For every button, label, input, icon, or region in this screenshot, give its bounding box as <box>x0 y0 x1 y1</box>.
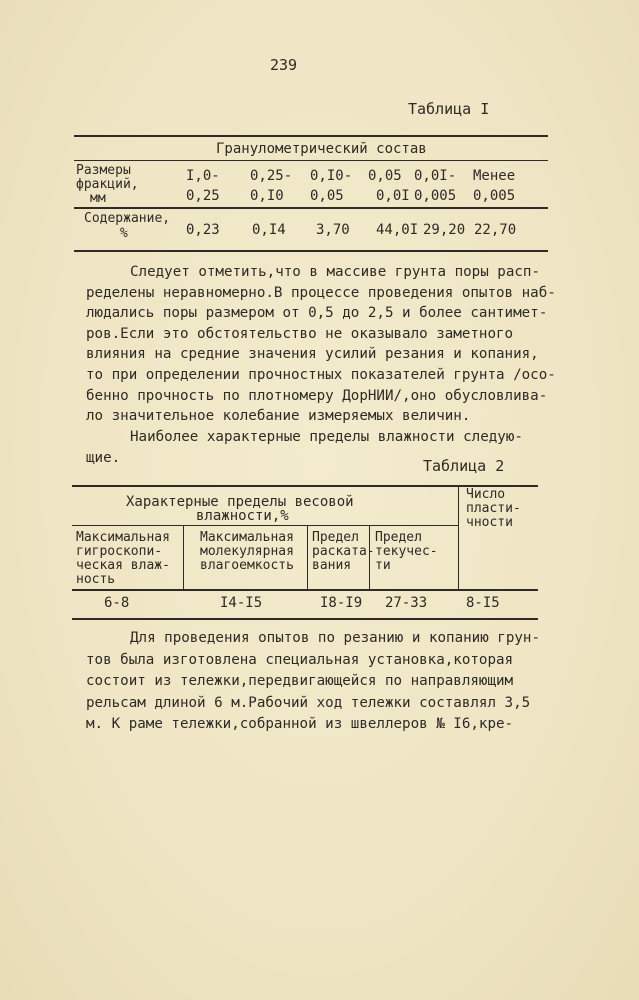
content-5: 29,20 <box>423 222 466 238</box>
content-2: 0,I4 <box>252 222 286 238</box>
paragraph-1-line: влияния на средние значения усилий резания и копания, <box>86 346 539 363</box>
table2-vline-plasticity <box>458 485 459 589</box>
paragraph-3-line: м. К раме тележки,собранной из швеллеров № I6,кре- <box>86 716 514 732</box>
table1-row2-label-a: Содержание, <box>84 211 171 226</box>
table1-row1-label-a: Размеры <box>76 163 131 178</box>
table2-value-1: 6-8 <box>104 595 130 611</box>
table1-top-rule <box>74 135 548 137</box>
table2-col4-a: Предел <box>375 530 422 545</box>
content-4: 44,0I <box>376 222 419 238</box>
table2-vline-1 <box>183 525 184 589</box>
table2-col2-b: молекулярная <box>200 544 294 559</box>
fraction-bottom-3: 0,05 <box>310 188 344 204</box>
paragraph-3-line: рельсам длиной 6 м.Рабочий ход тележки составлял 3,5 <box>86 694 531 711</box>
table1-mid-rule <box>74 207 548 209</box>
fraction-top-6: Менее <box>473 168 516 184</box>
table1-title: Гранулометрический состав <box>216 141 427 157</box>
table2-col1-a: Максимальная <box>76 530 170 545</box>
paragraph-1-line: ло значительное колебание измеряемых величин. <box>86 408 471 425</box>
paragraph-1-line: людались поры размером от 0,5 до 2,5 и более сантимет- <box>86 305 548 322</box>
fraction-bottom-6: 0,005 <box>473 188 516 204</box>
table2-plasticity-c: чности <box>466 515 513 530</box>
fraction-top-4: 0,05 <box>368 168 402 184</box>
paragraph-1-line: ределены неравномерно.В процессе проведения опытов наб- <box>86 284 556 301</box>
table2-group-header-b: влажности,% <box>196 508 289 524</box>
table2-caption: Таблица 2 <box>423 457 505 475</box>
fraction-top-2: 0,25- <box>250 168 293 184</box>
content-3: 3,70 <box>316 222 350 238</box>
table2-col4-c: ти <box>375 558 391 573</box>
table2-header-bottom-rule <box>72 589 538 591</box>
paragraph-1-line: то при определении прочностных показателей грунта /осо- <box>86 366 556 383</box>
table2-col2-a: Максимальная <box>200 530 294 545</box>
table1-bottom-rule <box>74 250 548 252</box>
page-number: 239 <box>270 56 298 74</box>
table2-col1-b: гигроскопи- <box>76 544 163 559</box>
paragraph-1-line: бенно прочность по плотномеру ДорНИИ/,оно обусловлива- <box>86 387 548 404</box>
table1-row2-label-b: % <box>120 226 128 241</box>
fraction-bottom-5: 0,005 <box>414 188 457 204</box>
paragraph-2-line: щие. <box>86 449 121 466</box>
table1-header-rule <box>74 160 548 161</box>
paragraph-1-line: Следует отметить,что в массиве грунта поры расп- <box>130 264 540 280</box>
fraction-bottom-1: 0,25 <box>186 188 220 204</box>
paragraph-3-line: состоит из тележки,передвигающейся по направляющим <box>86 673 514 689</box>
fraction-top-1: I,0- <box>186 168 220 184</box>
paragraph-3 <box>86 628 546 736</box>
table1-caption: Таблица I <box>408 100 490 118</box>
paragraph-3-line: Для проведения опытов по резанию и копанию грун- <box>130 630 540 646</box>
fraction-top-5: 0,0I- <box>414 168 457 184</box>
table2-value-4: 27-33 <box>385 595 428 611</box>
table2-col2-c: влагоемкость <box>200 558 294 573</box>
table2-col1-d: ность <box>76 572 116 587</box>
table2-col3-c: вания <box>312 558 352 573</box>
paragraph-1 <box>86 262 556 427</box>
paragraph-2-line: Наиболее характерные пределы влажности следую- <box>130 429 523 445</box>
table2-plasticity-b: пласти- <box>466 501 521 516</box>
table2-subheader-rule <box>72 525 458 526</box>
table2-value-2: I4-I5 <box>220 595 263 611</box>
fraction-bottom-4: 0,0I <box>376 188 410 204</box>
table2-col1-c: ческая влаж- <box>76 558 170 573</box>
table2-col3-b: раската- <box>312 544 375 559</box>
table1-row1-label-b: фракций, <box>76 177 139 192</box>
table2-bottom-rule <box>72 618 538 620</box>
table2-vline-2 <box>307 525 308 589</box>
table1-row1-label-c: мм <box>90 191 106 206</box>
content-6: 22,70 <box>474 222 517 238</box>
fraction-top-3: 0,I0- <box>310 168 353 184</box>
paragraph-3-line: тов была изготовлена специальная установка,которая <box>86 651 514 668</box>
fraction-bottom-2: 0,I0 <box>250 188 284 204</box>
content-1: 0,23 <box>186 222 220 238</box>
paragraph-1-line: ров.Если это обстоятельство не оказывало заметного <box>86 325 514 342</box>
table2-col4-b: текучес- <box>375 544 438 559</box>
table2-col3-a: Предел <box>312 530 359 545</box>
table2-group-header-a: Характерные пределы весовой <box>126 494 354 510</box>
table2-value-3: I8-I9 <box>320 595 363 611</box>
table2-plasticity-a: Число <box>466 487 506 502</box>
table2-value-5: 8-I5 <box>466 595 500 611</box>
